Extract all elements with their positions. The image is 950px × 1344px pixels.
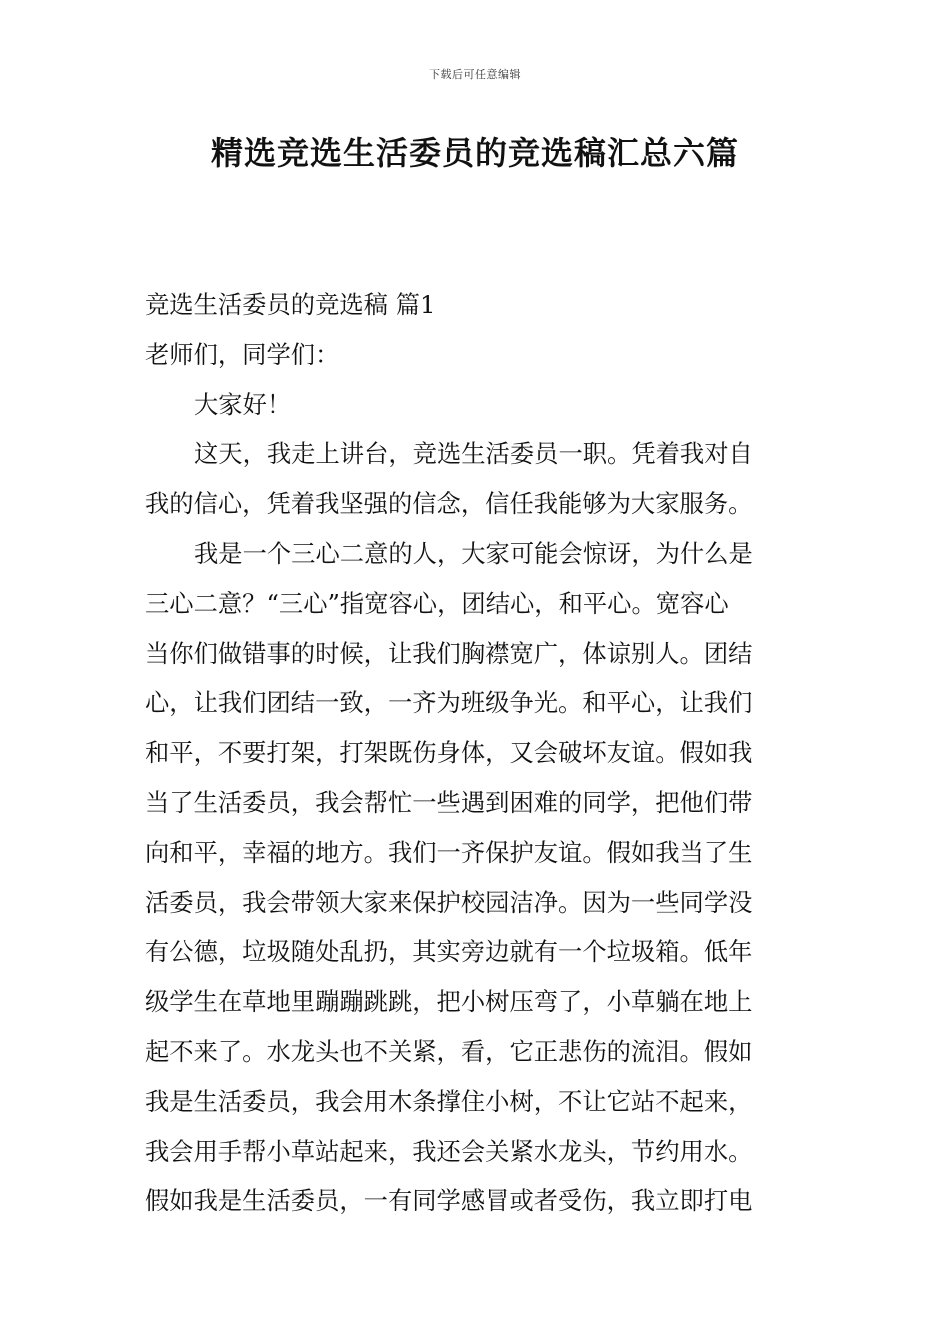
paragraph-line: 这天，我走上讲台，竞选生活委员一职。凭着我对自 <box>194 439 753 469</box>
document-title: 精选竞选生活委员的竞选稿汇总六篇 <box>210 134 739 172</box>
paragraph-line: 心，让我们团结一致，一齐为班级争光。和平心，让我们 <box>145 688 753 718</box>
paragraph-line: 向和平，幸福的地方。我们一齐保护友谊。假如我当了生 <box>145 837 753 867</box>
header-note: 下载后可任意编辑 <box>429 68 521 81</box>
paragraph-line: 当了生活委员，我会帮忙一些遇到困难的同学，把他们带 <box>145 787 753 817</box>
paragraph-line: 起不来了。水龙头也不关紧，看，它正悲伤的流泪。假如 <box>145 1036 753 1066</box>
paragraph-line: 三心二意？“三心”指宽容心，团结心，和平心。宽容心 <box>145 588 729 618</box>
paragraph-line: 我是生活委员，我会用木条撑住小树，不让它站不起来， <box>145 1086 753 1116</box>
salutation: 老师们，同学们： <box>145 339 340 369</box>
paragraph-line: 级学生在草地里蹦蹦跳跳，把小树压弯了，小草躺在地上 <box>145 987 753 1017</box>
greeting: 大家好！ <box>194 389 292 419</box>
paragraph-line: 活委员，我会带领大家来保护校园洁净。因为一些同学没 <box>145 887 753 917</box>
paragraph-line: 我的信心，凭着我坚强的信念，信任我能够为大家服务。 <box>145 489 753 519</box>
section-heading: 竞选生活委员的竞选稿 篇1 <box>145 290 436 319</box>
paragraph-line: 假如我是生活委员，一有同学感冒或者受伤，我立即打电 <box>145 1186 753 1216</box>
paragraph-line: 我会用手帮小草站起来，我还会关紧水龙头，节约用水。 <box>145 1136 753 1166</box>
paragraph-2 <box>145 529 807 1226</box>
paragraph-line: 当你们做错事的时候，让我们胸襟宽广，体谅别人。团结 <box>145 638 753 668</box>
paragraph-1 <box>145 429 807 529</box>
paragraph-line: 我是一个三心二意的人，大家可能会惊讶，为什么是 <box>194 538 753 568</box>
document-body <box>145 280 807 1226</box>
paragraph-line: 有公德，垃圾随处乱扔，其实旁边就有一个垃圾箱。低年 <box>145 937 753 967</box>
paragraph-line: 和平，不要打架，打架既伤身体，又会破坏友谊。假如我 <box>145 738 753 768</box>
